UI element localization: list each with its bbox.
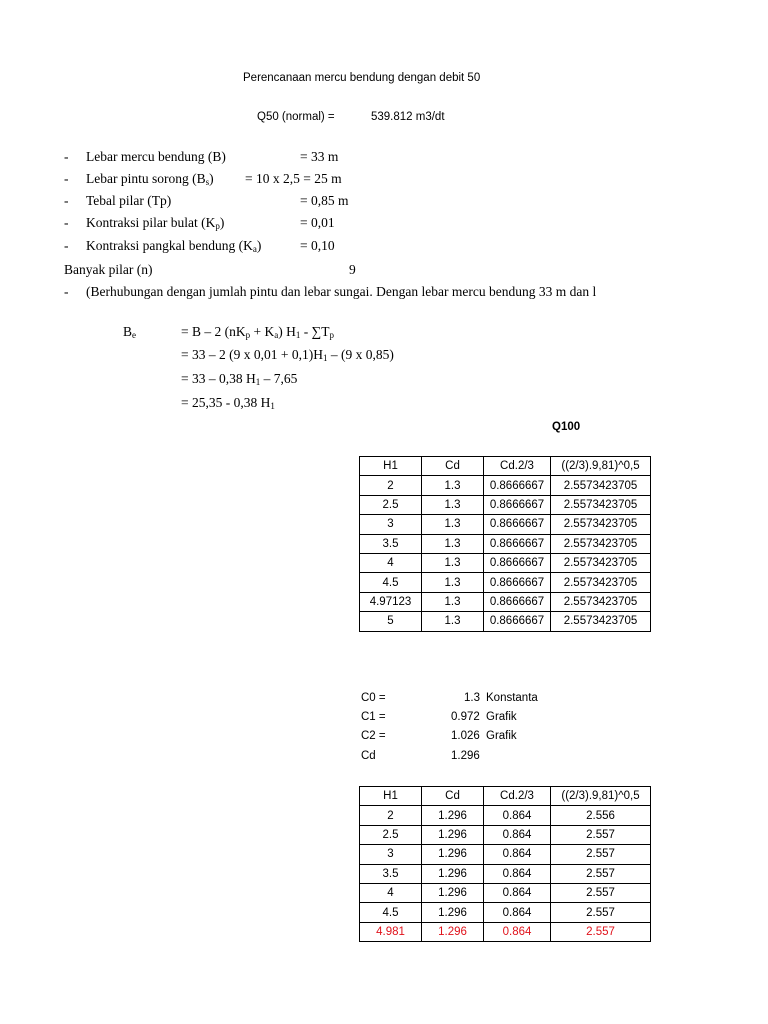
- cell-h1: 2.5: [360, 825, 422, 844]
- param-value: = 0,01: [300, 215, 335, 230]
- param-value: = 33 m: [300, 149, 339, 164]
- param-value: = 0,10: [300, 238, 335, 253]
- q50-label: Q50 (normal) =: [257, 111, 335, 123]
- cell-cd-2-3: 0.864: [484, 825, 551, 844]
- param-lebar-pintu: - Lebar pintu sorong $(B_s)$: [64, 171, 214, 187]
- cell-sqrt-term: 2.5573423705: [551, 553, 651, 572]
- table-row: [360, 495, 651, 514]
- cell-cd-2-3: 0.8666667: [484, 612, 551, 631]
- cell-h1: 3.5: [360, 534, 422, 553]
- param-value: = 0,85 m: [300, 193, 349, 208]
- param-value: = 10 x 2,5 = 25 m: [245, 171, 342, 186]
- cell-h1: 3.5: [360, 864, 422, 883]
- equation-text: = 33 – 2 (9 x 0,01 + 0,1)H: [181, 347, 323, 362]
- param-label: Lebar mercu bendung (B): [86, 149, 226, 164]
- banyak-pilar-label: Banyak pilar (n): [64, 262, 153, 277]
- q50-value: 539.812 m3/dt: [371, 111, 445, 123]
- cell-sqrt-term: 2.557: [551, 903, 651, 922]
- coef-c0-note: Konstanta: [486, 692, 538, 704]
- equation-line-3: = 33 – 0,38 $H_1 - 7,65$: [181, 371, 298, 387]
- header-cd-2-3: Cd.2/3: [484, 787, 551, 806]
- table-row: [360, 806, 651, 825]
- table-row: [360, 553, 651, 572]
- cell-cd: 1.296: [422, 864, 484, 883]
- cell-sqrt-term: 2.5573423705: [551, 495, 651, 514]
- cell-cd: 1.296: [422, 806, 484, 825]
- cell-cd: 1.3: [422, 515, 484, 534]
- header-sqrt-term: ((2/3).9,81)^0,5: [551, 787, 651, 806]
- cell-cd-2-3: 0.864: [484, 922, 551, 941]
- cell-h1: 2.5: [360, 495, 422, 514]
- header-h1: H1: [360, 457, 422, 476]
- param-label: Tebal pilar (Tp): [86, 193, 172, 208]
- cell-sqrt-term: 2.5573423705: [551, 476, 651, 495]
- param-label-end: ): [256, 238, 262, 253]
- coef-cd-value: 1.296: [451, 750, 480, 762]
- cell-sqrt-term: 2.5573423705: [551, 534, 651, 553]
- coef-cd-label: Cd: [361, 750, 376, 762]
- note-line: - (Berhubungan dengan jumlah pintu dan lebar sungai. Dengan lebar mercu bendung 33 m dan l: [64, 284, 597, 299]
- param-label-end: ): [209, 171, 214, 186]
- cell-cd: 1.3: [422, 573, 484, 592]
- equation-text: = 33 – 0,38 H: [181, 371, 256, 386]
- coef-c2-label: C2 =: [361, 730, 386, 742]
- cell-cd-2-3: 0.864: [484, 845, 551, 864]
- param-label: Kontraksi pangkal bendung (K: [86, 238, 253, 253]
- cell-h1: 4: [360, 553, 422, 572]
- discharge-table-computed: [359, 786, 651, 942]
- cell-cd: 1.296: [422, 922, 484, 941]
- table-row: [360, 825, 651, 844]
- table-header-row: [360, 457, 651, 476]
- param-lebar-mercu: - Lebar mercu bendung (B): [64, 149, 226, 164]
- equation-text: = 25,35 - 0,38 H: [181, 395, 271, 410]
- banyak-pilar-value: 9: [349, 262, 356, 277]
- cell-sqrt-term: 2.557: [551, 825, 651, 844]
- cell-h1: 4.5: [360, 903, 422, 922]
- cell-cd: 1.296: [422, 883, 484, 902]
- cell-cd: 1.3: [422, 534, 484, 553]
- table-row: [360, 864, 651, 883]
- cell-h1: 2: [360, 476, 422, 495]
- table-row: [360, 612, 651, 631]
- cell-sqrt-term: 2.5573423705: [551, 515, 651, 534]
- cell-cd: 1.3: [422, 612, 484, 631]
- cell-sqrt-term: 2.5573423705: [551, 612, 651, 631]
- cell-cd: 1.296: [422, 903, 484, 922]
- cell-cd-2-3: 0.864: [484, 806, 551, 825]
- cell-cd-2-3: 0.8666667: [484, 495, 551, 514]
- coef-c1-label: C1 =: [361, 711, 386, 723]
- table-row: [360, 476, 651, 495]
- cell-cd: 1.3: [422, 476, 484, 495]
- cell-h1: 2: [360, 806, 422, 825]
- cell-sqrt-term: 2.556: [551, 806, 651, 825]
- cell-h1: 3: [360, 845, 422, 864]
- param-subscript: s: [205, 177, 210, 187]
- cell-cd: 1.3: [422, 592, 484, 611]
- cell-cd-2-3: 0.864: [484, 864, 551, 883]
- table-row: [360, 883, 651, 902]
- param-label: Kontraksi pilar bulat (K: [86, 215, 216, 230]
- cell-sqrt-term: 2.557: [551, 922, 651, 941]
- table-row: [360, 592, 651, 611]
- table-header-row: [360, 787, 651, 806]
- cell-sqrt-term: 2.557: [551, 883, 651, 902]
- cell-cd: 1.3: [422, 553, 484, 572]
- header-cd: Cd: [422, 787, 484, 806]
- header-sqrt-term: ((2/3).9,81)^0,5: [551, 457, 651, 476]
- cell-cd-2-3: 0.8666667: [484, 515, 551, 534]
- header-h1: H1: [360, 787, 422, 806]
- cell-cd: 1.296: [422, 825, 484, 844]
- cell-cd-2-3: 0.864: [484, 903, 551, 922]
- cell-cd: 1.3: [422, 495, 484, 514]
- equation-text: = B – 2 (nK: [181, 324, 246, 339]
- param-tebal-pilar: - Tebal pilar (Tp): [64, 193, 172, 208]
- coef-c0-label: C0 =: [361, 692, 386, 704]
- param-label-end: ): [219, 215, 225, 230]
- param-kontraksi-pangkal: - Kontraksi pangkal bendung $(K_a)$: [64, 238, 262, 254]
- cell-h1: 3: [360, 515, 422, 534]
- note-text: (Berhubungan dengan jumlah pintu dan lebar sungai. Dengan lebar mercu bendung 33 m dan l: [86, 284, 597, 299]
- equation-lhs: [123, 324, 136, 340]
- equation-line-4: = 25,35 - 0,38 $H_1$: [181, 395, 275, 411]
- param-kontraksi-pilar: - Kontraksi pilar bulat $(K_p)$: [64, 215, 225, 231]
- equation-lhs-symbol: B: [123, 324, 133, 339]
- cell-cd: 1.296: [422, 845, 484, 864]
- param-subscript: p: [215, 221, 220, 231]
- header-cd-2-3: Cd.2/3: [484, 457, 551, 476]
- cell-cd-2-3: 0.8666667: [484, 534, 551, 553]
- cell-h1: 4.981: [360, 922, 422, 941]
- cell-cd-2-3: 0.8666667: [484, 476, 551, 495]
- q100-label: Q100: [552, 421, 581, 433]
- cell-cd-2-3: 0.864: [484, 883, 551, 902]
- param-subscript: a: [252, 244, 257, 254]
- cell-cd-2-3: 0.8666667: [484, 592, 551, 611]
- cell-sqrt-term: 2.5573423705: [551, 592, 651, 611]
- cell-h1: 4.97123: [360, 592, 422, 611]
- discharge-table-q100: [359, 456, 651, 632]
- table-row: [360, 845, 651, 864]
- header-cd: Cd: [422, 457, 484, 476]
- cell-cd-2-3: 0.8666667: [484, 553, 551, 572]
- cell-cd-2-3: 0.8666667: [484, 573, 551, 592]
- table-row: [360, 515, 651, 534]
- equation-line-1: = B – 2 $(nK_p + K_a)$ $H_1 - \sum T_p$: [181, 324, 334, 340]
- coef-c1-value: 0.972: [451, 711, 480, 723]
- cell-h1: 4.5: [360, 573, 422, 592]
- equation-lhs-subscript: e: [132, 330, 137, 340]
- coef-c2-note: Grafik: [486, 730, 517, 742]
- table-row-highlighted: [360, 922, 651, 941]
- cell-h1: 5: [360, 612, 422, 631]
- cell-sqrt-term: 2.5573423705: [551, 573, 651, 592]
- param-label: Lebar pintu sorong (B: [86, 171, 206, 186]
- coef-c2-value: 1.026: [451, 730, 480, 742]
- table-row: [360, 903, 651, 922]
- table-row: [360, 534, 651, 553]
- table-row: [360, 573, 651, 592]
- cell-sqrt-term: 2.557: [551, 845, 651, 864]
- coef-c0-value: 1.3: [464, 692, 480, 704]
- cell-h1: 4: [360, 883, 422, 902]
- coef-c1-note: Grafik: [486, 711, 517, 723]
- cell-sqrt-term: 2.557: [551, 864, 651, 883]
- equation-line-2: = 33 – 2 (9 x $0,01 + 0,1)H_1 - (9$ x 0,85): [181, 347, 394, 363]
- page-title: Perencanaan mercu bendung dengan debit 50: [243, 72, 481, 84]
